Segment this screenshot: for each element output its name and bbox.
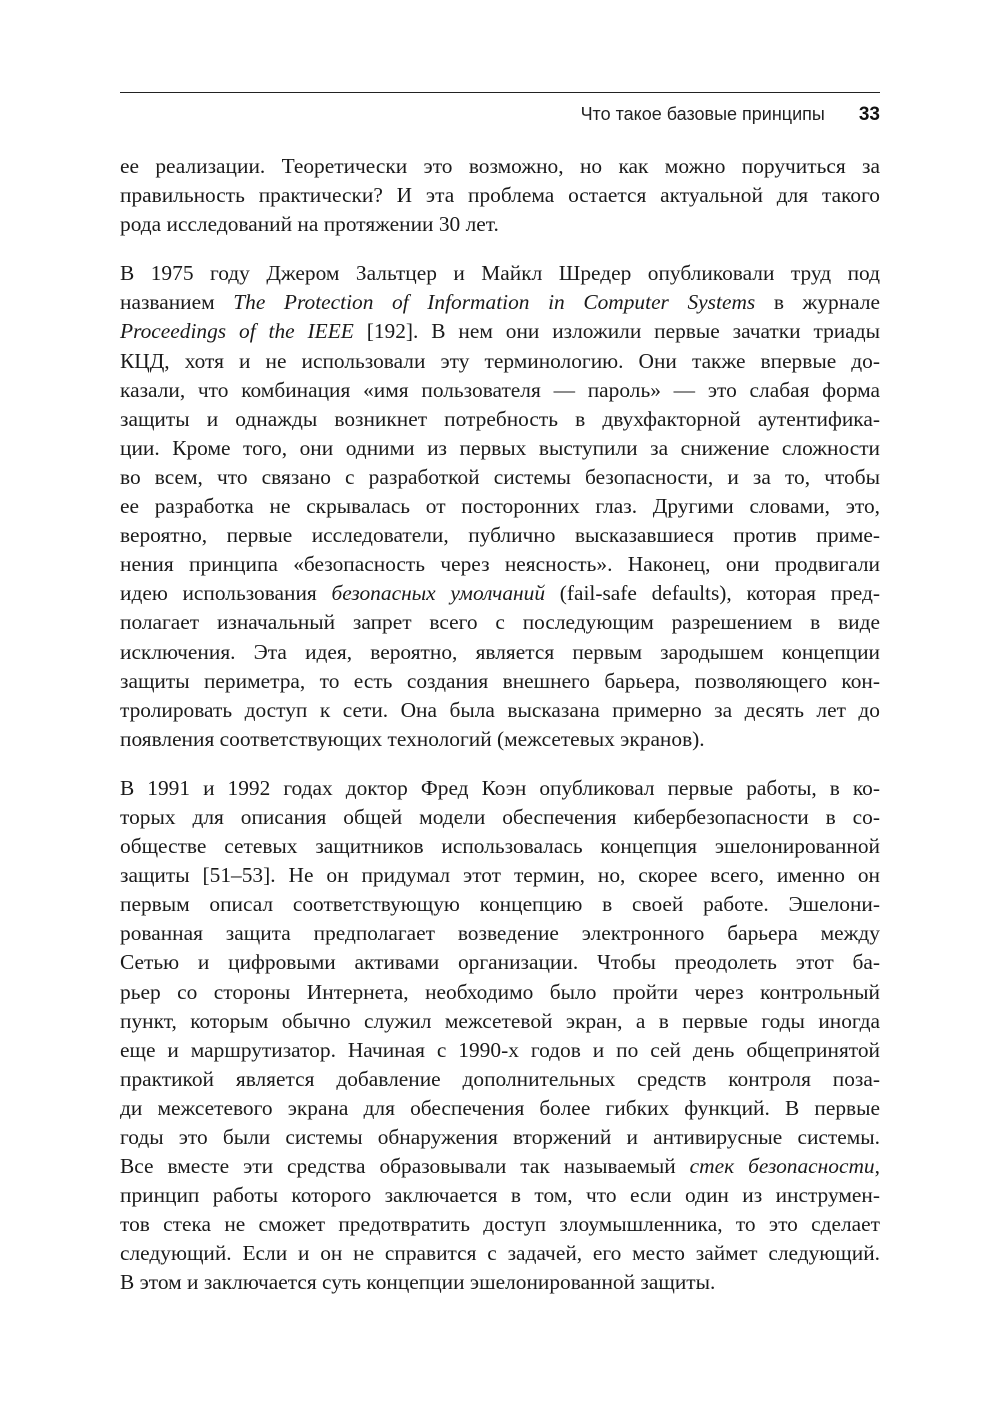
- text-run: В 1991 и 1992 годах доктор Фред Коэн опубликовал первые работы, в ко-: [120, 775, 880, 800]
- text-run: (fail-safe defaults), которая пред-: [545, 581, 880, 606]
- text-line: [120, 667, 880, 696]
- text-line: [120, 181, 880, 210]
- text-run: тов стека не сможет предотвратить доступ злоумышленника, то это сделает: [120, 1212, 880, 1237]
- text-run: годы это были системы обнаружения вторжений и антивирусные системы.: [120, 1125, 880, 1149]
- paragraph: [120, 259, 880, 754]
- text-run: КЦД, хотя и не использовали эту терминологию. Они также впервые до-: [120, 348, 880, 373]
- text-run: защиты [51–53]. Не он придумал этот термин, но, скорее всего, именно он: [120, 863, 880, 888]
- text-line: [120, 1181, 880, 1210]
- text-line: [120, 919, 880, 948]
- text-run: принцип работы которого заключается в том, что если один из инструмен-: [120, 1183, 880, 1208]
- text-run: идею использования: [120, 581, 332, 606]
- running-head: [120, 101, 880, 127]
- text-line: [120, 638, 880, 667]
- text-run: нения принципа «безопасность через неясность». Наконец, они продвигали: [120, 552, 880, 577]
- text-run: тролировать доступ к сети. Она была высказана примерно за десять лет до: [120, 697, 880, 722]
- text-line: [120, 579, 880, 608]
- text-run: В этом и заключается суть концепции эшелонированной защиты.: [120, 1270, 716, 1295]
- text-run: следующий. Если и он не справится с задачей, его место займет следующий.: [120, 1241, 880, 1266]
- text-line: [120, 1152, 880, 1181]
- text-line: [120, 259, 880, 288]
- text-run: рьер со стороны Интернета, необходимо было пройти через контрольный: [120, 979, 880, 1004]
- text-run: практикой является добавление дополнительных средств контроля поза-: [120, 1066, 880, 1091]
- text-line: [120, 1065, 880, 1094]
- text-line: [120, 696, 880, 725]
- italic-text: The Protection of Information in Computer Systems: [233, 290, 756, 315]
- text-run: В 1975 году Джером Зальтцер и Майкл Шредер опубликовали труд под: [120, 261, 880, 286]
- text-line: [120, 521, 880, 550]
- text-line: [120, 1239, 880, 1268]
- text-line: [120, 1210, 880, 1239]
- text-line: [120, 347, 880, 376]
- text-run: Сетью и цифровыми активами организации. Чтобы преодолеть этот ба-: [120, 950, 880, 975]
- text-run: вероятно, первые исследователи, публично высказавшиеся против приме-: [120, 523, 880, 548]
- text-run: ции. Кроме того, они одними из первых выступили за снижение сложности: [120, 435, 880, 460]
- text-run: ее реализации. Теоретически это возможно, но как можно поручиться за: [120, 154, 880, 178]
- italic-text: безопасных умолчаний: [331, 581, 546, 606]
- text-line: [120, 890, 880, 919]
- text-line: [120, 492, 880, 521]
- text-line: [120, 948, 880, 977]
- text-line: [120, 978, 880, 1007]
- text-run: во всем, что связано с разработкой системы безопасности, и за то, чтобы: [120, 464, 880, 489]
- text-line: [120, 774, 880, 803]
- running-title: Что такое базовые принципы: [580, 104, 825, 124]
- text-run: названием: [120, 290, 234, 315]
- text-line: [120, 1123, 880, 1152]
- text-run: обществе сетевых защитников использовалась концепция эшелонированной: [120, 834, 880, 859]
- text-run: первым описал соответствующую концепцию в своей работе. Эшелони-: [120, 892, 880, 917]
- text-run: рованная защита предполагает возведение электронного барьера между: [120, 921, 880, 946]
- text-run: ,: [874, 1154, 880, 1179]
- text-run: в журнале: [755, 290, 880, 315]
- text-line: [120, 376, 880, 405]
- text-run: торых для описания общей модели обеспечения кибербезопасности в со-: [120, 804, 880, 829]
- text-line: [120, 210, 880, 239]
- text-line: [120, 803, 880, 832]
- text-run: пункт, которым обычно служил межсетевой экран, а в первые годы иногда: [120, 1008, 880, 1033]
- text-line: [120, 152, 880, 181]
- text-line: [120, 405, 880, 434]
- text-run: защиты периметра, то есть создания внешнего барьера, позволяющего кон-: [120, 668, 880, 693]
- italic-text: стек безопасности: [689, 1154, 875, 1179]
- text-run: казали, что комбинация «имя пользователя — пароль» — это слабая форма: [120, 377, 880, 402]
- text-run: появления соответствующих технологий (межсетевых экранов).: [120, 726, 705, 751]
- paragraph: [120, 774, 880, 1298]
- text-line: [120, 861, 880, 890]
- text-line: [120, 1094, 880, 1123]
- page-number: 33: [858, 104, 880, 125]
- text-line: [120, 608, 880, 637]
- text-line: [120, 550, 880, 579]
- body-text: [120, 152, 880, 1318]
- text-line: [120, 1268, 880, 1297]
- text-line: [120, 317, 880, 346]
- text-run: защиты и однажды возникнет потребность в двухфакторной аутентифика-: [120, 406, 880, 431]
- text-run: полагает изначальный запрет всего с последующим разрешением в виде: [120, 610, 880, 635]
- text-line: [120, 463, 880, 492]
- text-run: Все вместе эти средства образовывали так называемый: [120, 1154, 690, 1179]
- text-line: [120, 832, 880, 861]
- text-line: [120, 288, 880, 317]
- text-line: [120, 1036, 880, 1065]
- text-run: [192]. В нем они изложили первые зачатки триады: [353, 319, 880, 344]
- header-rule: [120, 92, 880, 93]
- text-run: ди межсетевого экрана для обеспечения более гибких функций. В первые: [120, 1095, 880, 1120]
- text-line: [120, 434, 880, 463]
- text-run: правильность практически? И эта проблема остается актуальной для такого: [120, 183, 880, 208]
- text-line: [120, 725, 880, 754]
- italic-text: Proceedings of the IEEE: [120, 319, 354, 344]
- text-run: рода исследований на протяжении 30 лет.: [120, 212, 499, 237]
- text-run: ее разработка не скрывалась от посторонних глаз. Другими словами, это,: [120, 494, 880, 519]
- text-line: [120, 1007, 880, 1036]
- text-run: еще и маршрутизатор. Начиная с 1990-х годов и по сей день общепринятой: [120, 1037, 880, 1062]
- text-run: исключения. Эта идея, вероятно, является первым зародышем концепции: [120, 639, 880, 664]
- paragraph: [120, 152, 880, 239]
